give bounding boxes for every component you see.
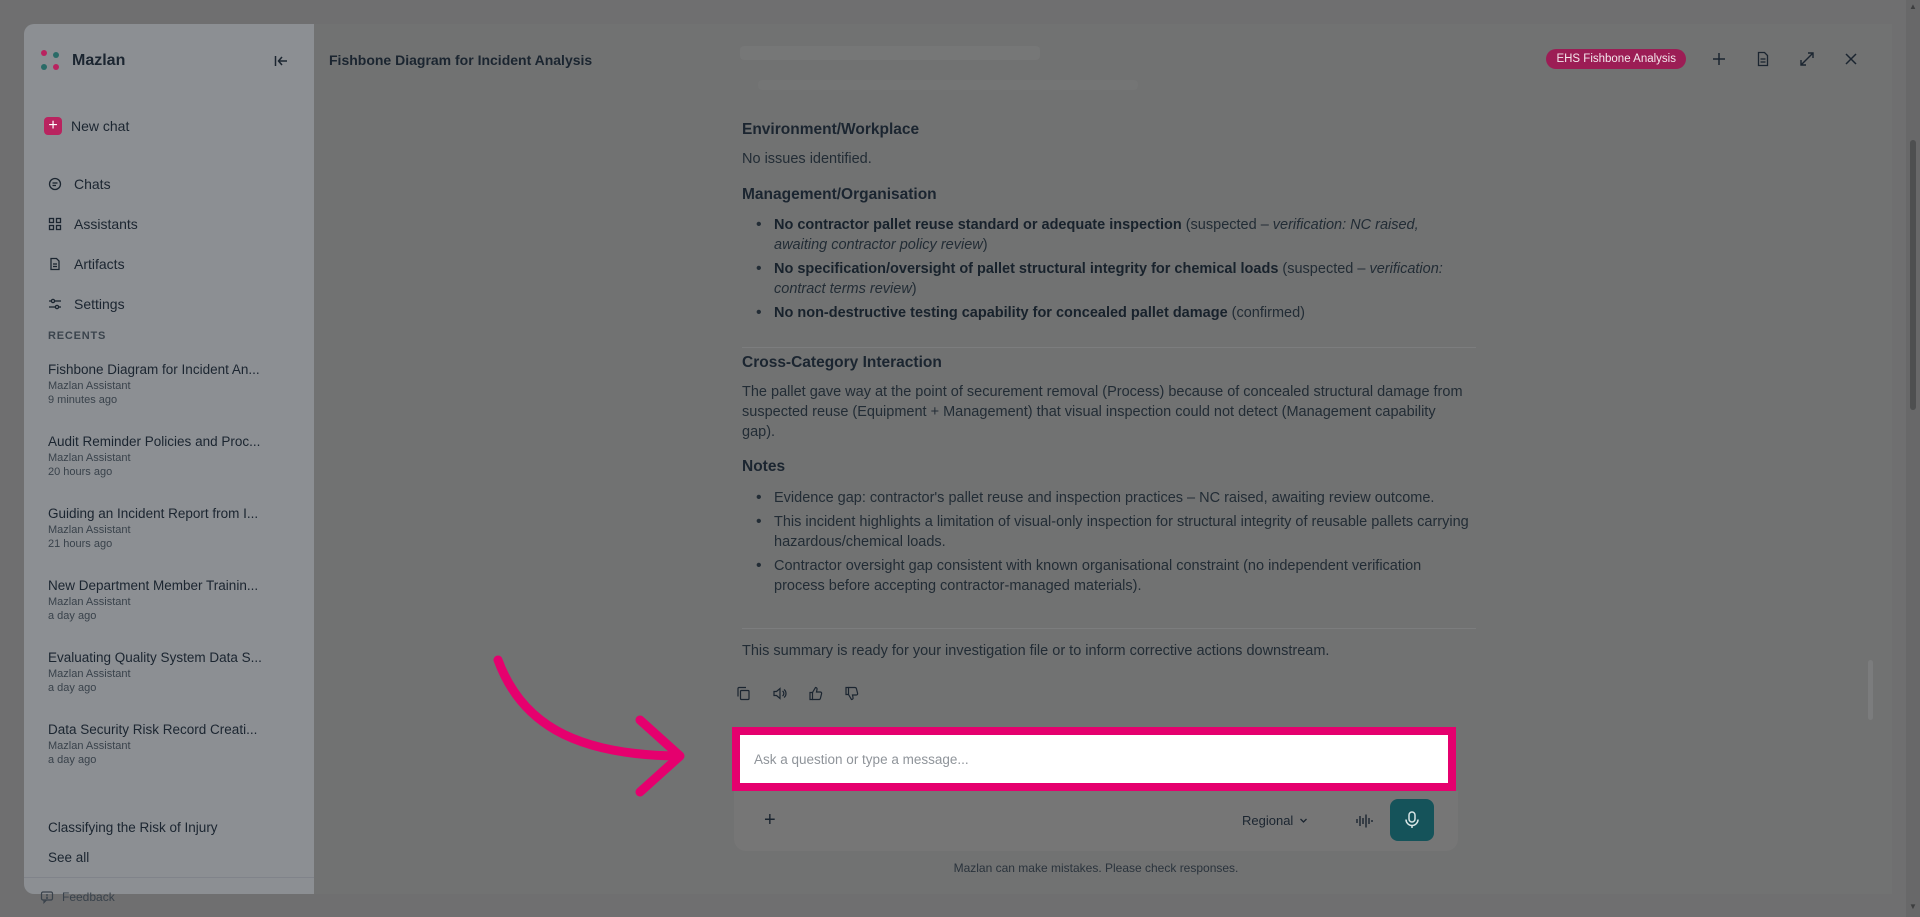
recent-time: 21 hours ago: [48, 538, 113, 550]
speaker-icon[interactable]: [768, 682, 790, 704]
paragraph: The pallet gave way at the point of securement removal (Process) because of concealed structural damage from suspected reuse (Equipment + Management) that visual inspection could not detect (Management capability gap).: [742, 384, 1463, 440]
recents-list: [48, 362, 298, 794]
item-bold: No specification/oversight of pallet structural integrity for chemical loads: [774, 261, 1279, 277]
scroll-down-icon[interactable]: ▼: [1909, 902, 1917, 911]
item-plain: (confirmed): [1227, 305, 1305, 321]
divider: [742, 347, 1476, 348]
region-select[interactable]: [1242, 813, 1308, 828]
region-label: Regional: [1242, 813, 1294, 828]
summary-text: This summary is ready for your investigation file or to inform corrective actions downstream.: [742, 643, 1330, 659]
faded-text: [758, 80, 1138, 90]
brand[interactable]: [40, 50, 125, 72]
thumbs-up-icon[interactable]: [804, 682, 826, 704]
sidebar-nav: [48, 164, 298, 324]
section-heading: Notes: [742, 458, 786, 475]
recent-item[interactable]: [48, 578, 298, 650]
chevron-down-icon: [1299, 816, 1308, 825]
section-heading: Environment/Workplace: [742, 121, 920, 138]
scroll-up-icon[interactable]: ▲: [1909, 2, 1917, 11]
section-heading: Management/Organisation: [742, 186, 937, 203]
recent-title: Guiding an Incident Report from I...: [48, 506, 259, 521]
recent-title: New Department Member Trainin...: [48, 578, 259, 593]
list-item: [742, 259, 1472, 299]
recent-title: Fishbone Diagram for Incident An...: [48, 362, 260, 377]
recent-item[interactable]: [48, 722, 298, 794]
feedback-button[interactable]: [40, 890, 115, 904]
sidebar-item-label: Artifacts: [74, 256, 125, 272]
list-item: • This incident highlights a limitation of visual-only inspection for structural integrity of reusable pallets carrying hazardous/chemical loads.: [742, 512, 1472, 552]
assistant-badge[interactable]: EHS Fishbone Analysis: [1546, 49, 1686, 69]
recent-assistant: Mazlan Assistant: [48, 740, 131, 752]
disclaimer: Mazlan can make mistakes. Please check responses.: [953, 861, 1239, 875]
add-icon[interactable]: [1708, 48, 1730, 70]
header-actions: [1546, 48, 1862, 70]
notes-list: [742, 488, 1472, 600]
item-italic: verification: contract terms review: [774, 261, 1443, 297]
chat-icon: [48, 177, 62, 191]
recent-item[interactable]: [48, 362, 298, 434]
grid-icon: [48, 217, 62, 231]
voice-wave-icon[interactable]: [1352, 809, 1376, 833]
new-chat-label: New chat: [71, 118, 130, 134]
sidebar-item-label: Assistants: [74, 216, 138, 232]
logo-icon: [40, 50, 62, 72]
sidebar-item-artifacts[interactable]: [48, 244, 298, 284]
new-chat-button[interactable]: [44, 117, 129, 135]
recent-title: Data Security Risk Record Creati...: [48, 722, 258, 737]
microphone-button[interactable]: [1390, 799, 1434, 841]
item-italic: verification: NC raised, awaiting contractor policy review: [774, 217, 1419, 253]
sidebar-item-assistants[interactable]: [48, 204, 298, 244]
recent-item[interactable]: [48, 506, 298, 578]
sidebar-item-label: Settings: [74, 296, 125, 312]
window-scrollbar[interactable]: [1906, 0, 1920, 917]
paragraph: No issues identified.: [742, 151, 872, 167]
list-item: [742, 303, 1472, 323]
faded-text: [740, 46, 1040, 60]
recent-time: 20 hours ago: [48, 466, 113, 478]
expand-icon[interactable]: [1796, 48, 1818, 70]
recent-time: 9 minutes ago: [48, 394, 118, 406]
page-title: Fishbone Diagram for Incident Analysis: [329, 52, 593, 68]
feedback-label: Feedback: [62, 890, 115, 904]
recent-item[interactable]: [48, 650, 298, 722]
content-scrollbar[interactable]: [1868, 660, 1873, 720]
collapse-sidebar-icon[interactable]: [270, 50, 292, 72]
divider: [24, 877, 314, 878]
sidebar-item-label: Chats: [74, 176, 111, 192]
recent-time: a day ago: [48, 682, 97, 694]
list-item: • Contractor oversight gap consistent with known organisational constraint (no independent verification process before accepting contractor-managed materials).: [742, 556, 1472, 596]
item-plain: (suspected –: [1181, 217, 1273, 233]
message-actions: [732, 682, 862, 704]
item-bold: No non-destructive testing capability for concealed pallet damage: [774, 305, 1228, 321]
section-heading: Cross-Category Interaction: [742, 354, 942, 371]
sidebar-item-settings[interactable]: [48, 284, 298, 324]
document-icon[interactable]: [1752, 48, 1774, 70]
recent-assistant: Mazlan Assistant: [48, 668, 131, 680]
attach-plus-icon[interactable]: +: [764, 809, 776, 831]
microphone-icon: [1404, 811, 1420, 829]
sidebar-item-chats[interactable]: [48, 164, 298, 204]
recent-time: a day ago: [48, 754, 97, 766]
recent-time: a day ago: [48, 610, 97, 622]
recent-title: Audit Reminder Policies and Proc...: [48, 434, 261, 449]
plus-icon: +: [44, 117, 62, 135]
recent-assistant: Mazlan Assistant: [48, 452, 131, 464]
brand-name: Mazlan: [72, 52, 126, 69]
divider: [742, 628, 1476, 629]
see-all-link[interactable]: See all: [48, 850, 90, 865]
recent-item[interactable]: Classifying the Risk of Injury: [48, 820, 218, 835]
thumbs-down-icon[interactable]: [840, 682, 862, 704]
composer-toolbar: [734, 791, 1458, 851]
item-end: ): [911, 281, 917, 297]
recents-heading: RECENTS: [48, 330, 107, 342]
item-bold: No contractor pallet reuse standard or adequate inspection: [774, 217, 1182, 233]
message-input[interactable]: [740, 735, 1448, 783]
close-icon[interactable]: [1840, 48, 1862, 70]
message-input-frame: [732, 727, 1456, 791]
management-list: [742, 215, 1472, 327]
recent-title: Evaluating Quality System Data S...: [48, 650, 262, 665]
feedback-icon: [40, 890, 54, 904]
pointer-arrow-icon: [480, 650, 700, 810]
document-icon: [48, 257, 62, 271]
list-item: [742, 215, 1472, 255]
scroll-thumb[interactable]: [1910, 140, 1916, 410]
item-end: ): [982, 237, 988, 253]
recent-assistant: Mazlan Assistant: [48, 524, 131, 536]
sliders-icon: [48, 297, 62, 311]
item-plain: (suspected –: [1278, 261, 1370, 277]
copy-icon[interactable]: [732, 682, 754, 704]
recent-assistant: Mazlan Assistant: [48, 380, 131, 392]
list-item: • Evidence gap: contractor's pallet reuse and inspection practices – NC raised, awaiting review outcome.: [742, 488, 1472, 508]
sidebar: [24, 24, 314, 904]
recent-item[interactable]: [48, 434, 298, 506]
recent-assistant: Mazlan Assistant: [48, 596, 131, 608]
